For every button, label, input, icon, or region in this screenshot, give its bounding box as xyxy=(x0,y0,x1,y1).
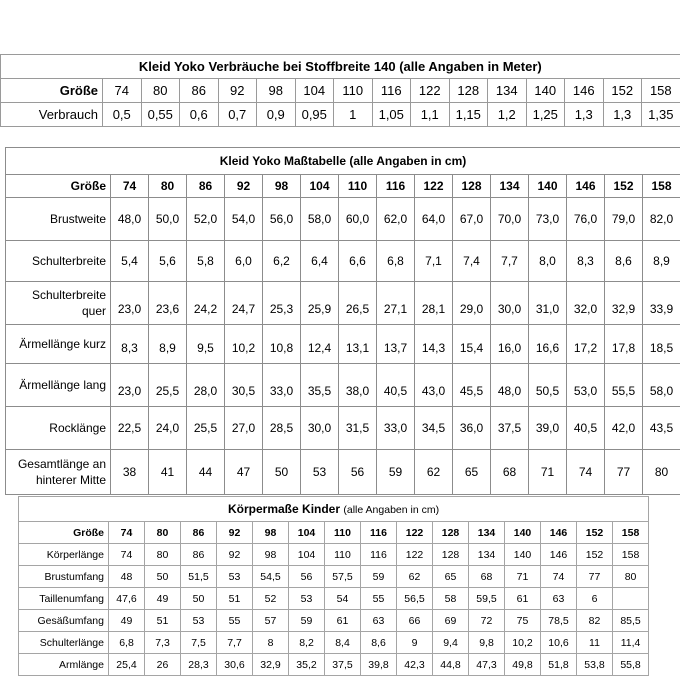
value-cell: 5,4 xyxy=(111,241,149,282)
size-cell: 74 xyxy=(103,79,142,103)
value-cell: 63 xyxy=(541,588,577,610)
value-cell: 31,5 xyxy=(339,407,377,450)
value-cell: 50 xyxy=(145,566,181,588)
value-cell: 11 xyxy=(577,632,613,654)
size-cell: 122 xyxy=(415,175,453,198)
value-cell: 24,0 xyxy=(149,407,187,450)
body-table-title xyxy=(19,497,649,522)
value-cell: 49,8 xyxy=(505,654,541,676)
value-cell: 35,2 xyxy=(289,654,325,676)
row-label: Schulterlänge xyxy=(19,632,109,654)
value-cell: 7,4 xyxy=(453,241,491,282)
value-cell: 13,7 xyxy=(377,325,415,364)
size-cell: 86 xyxy=(181,522,217,544)
size-cell: 146 xyxy=(567,175,605,198)
size-cell: 92 xyxy=(218,79,257,103)
row-label: Armlänge xyxy=(19,654,109,676)
value-cell: 58 xyxy=(433,588,469,610)
consumption-table-title: Kleid Yoko Verbräuche bei Stoffbreite 140 (alle Angaben in Meter) xyxy=(1,55,680,79)
value-cell: 50 xyxy=(181,588,217,610)
value-cell: 152 xyxy=(577,544,613,566)
measure-size-row xyxy=(6,175,680,198)
value-cell: 50,5 xyxy=(529,364,567,407)
value-cell: 15,4 xyxy=(453,325,491,364)
value-cell: 53,8 xyxy=(577,654,613,676)
value-cell: 1,05 xyxy=(372,103,411,127)
size-cell: 134 xyxy=(491,175,529,198)
value-cell: 33,0 xyxy=(377,407,415,450)
value-cell: 25,5 xyxy=(187,407,225,450)
value-cell: 7,3 xyxy=(145,632,181,654)
value-cell: 30,0 xyxy=(491,282,529,325)
value-cell: 54,0 xyxy=(225,198,263,241)
value-cell: 7,1 xyxy=(415,241,453,282)
value-cell: 52 xyxy=(253,588,289,610)
value-cell: 10,2 xyxy=(505,632,541,654)
value-cell: 72 xyxy=(469,610,505,632)
value-cell: 8,2 xyxy=(289,632,325,654)
size-cell: 140 xyxy=(526,79,565,103)
value-cell: 1,25 xyxy=(526,103,565,127)
value-cell: 6,4 xyxy=(301,241,339,282)
size-cell: 146 xyxy=(565,79,604,103)
value-cell: 42,3 xyxy=(397,654,433,676)
value-cell: 1,3 xyxy=(565,103,604,127)
value-cell: 39,0 xyxy=(529,407,567,450)
value-cell: 48 xyxy=(109,566,145,588)
value-cell: 122 xyxy=(397,544,433,566)
value-cell: 1,3 xyxy=(603,103,642,127)
value-cell: 30,0 xyxy=(301,407,339,450)
table-row xyxy=(19,566,649,588)
value-cell: 0,55 xyxy=(141,103,180,127)
value-cell: 80 xyxy=(613,566,649,588)
measure-table-title: Kleid Yoko Maßtabelle (alle Angaben in cm) xyxy=(6,148,680,175)
row-label: Schulterbreite xyxy=(6,241,111,282)
size-cell: 110 xyxy=(325,522,361,544)
value-cell: 70,0 xyxy=(491,198,529,241)
value-cell: 53 xyxy=(289,588,325,610)
value-cell: 74 xyxy=(541,566,577,588)
size-cell: 80 xyxy=(141,79,180,103)
value-cell: 28,3 xyxy=(181,654,217,676)
size-cell: 110 xyxy=(334,79,373,103)
value-cell: 79,0 xyxy=(605,198,643,241)
value-cell: 68 xyxy=(469,566,505,588)
value-cell: 85,5 xyxy=(613,610,649,632)
value-cell: 53,0 xyxy=(567,364,605,407)
value-cell: 80 xyxy=(145,544,181,566)
size-cell: 104 xyxy=(289,522,325,544)
value-cell: 48,0 xyxy=(491,364,529,407)
value-cell: 17,8 xyxy=(605,325,643,364)
size-cell: 86 xyxy=(180,79,219,103)
row-label: Ärmellänge lang xyxy=(6,364,111,407)
value-cell: 8,6 xyxy=(605,241,643,282)
size-cell: 110 xyxy=(339,175,377,198)
value-cell: 51,8 xyxy=(541,654,577,676)
row-label: Körperlänge xyxy=(19,544,109,566)
value-cell: 28,5 xyxy=(263,407,301,450)
table-row xyxy=(6,282,680,325)
size-cell: 104 xyxy=(301,175,339,198)
table-row xyxy=(6,407,680,450)
value-cell: 50 xyxy=(263,450,301,495)
value-cell: 77 xyxy=(605,450,643,495)
value-cell: 8,0 xyxy=(529,241,567,282)
value-cell: 38 xyxy=(111,450,149,495)
value-cell: 74 xyxy=(567,450,605,495)
value-cell: 32,9 xyxy=(605,282,643,325)
value-cell: 27,1 xyxy=(377,282,415,325)
value-cell: 26,5 xyxy=(339,282,377,325)
value-cell: 44 xyxy=(187,450,225,495)
consumption-table xyxy=(0,54,680,127)
value-cell: 62 xyxy=(415,450,453,495)
table-row xyxy=(19,588,649,610)
value-cell: 110 xyxy=(325,544,361,566)
value-cell: 43,0 xyxy=(415,364,453,407)
value-cell: 66 xyxy=(397,610,433,632)
value-cell: 8 xyxy=(253,632,289,654)
value-cell: 57,5 xyxy=(325,566,361,588)
value-cell: 25,3 xyxy=(263,282,301,325)
table-row xyxy=(19,654,649,676)
size-label: Größe xyxy=(1,79,103,103)
value-cell xyxy=(613,588,649,610)
value-cell: 104 xyxy=(289,544,325,566)
value-cell: 36,0 xyxy=(453,407,491,450)
size-cell: 158 xyxy=(613,522,649,544)
value-cell: 9,5 xyxy=(187,325,225,364)
value-cell: 37,5 xyxy=(325,654,361,676)
size-cell: 116 xyxy=(372,79,411,103)
value-cell: 45,5 xyxy=(453,364,491,407)
value-cell: 59,5 xyxy=(469,588,505,610)
size-cell: 116 xyxy=(361,522,397,544)
value-cell: 1,2 xyxy=(488,103,527,127)
value-cell: 61 xyxy=(505,588,541,610)
consumption-row-label: Verbrauch xyxy=(1,103,103,127)
size-cell: 152 xyxy=(603,79,642,103)
consumption-value-row xyxy=(1,103,680,127)
value-cell: 40,5 xyxy=(567,407,605,450)
value-cell: 14,3 xyxy=(415,325,453,364)
value-cell: 8,3 xyxy=(111,325,149,364)
size-cell: 140 xyxy=(529,175,567,198)
value-cell: 146 xyxy=(541,544,577,566)
table-row xyxy=(6,450,680,495)
table-row xyxy=(6,198,680,241)
value-cell: 8,9 xyxy=(643,241,680,282)
value-cell: 42,0 xyxy=(605,407,643,450)
size-cell: 122 xyxy=(411,79,450,103)
value-cell: 77 xyxy=(577,566,613,588)
value-cell: 6 xyxy=(577,588,613,610)
value-cell: 55,5 xyxy=(605,364,643,407)
value-cell: 5,6 xyxy=(149,241,187,282)
size-cell: 74 xyxy=(111,175,149,198)
size-cell: 98 xyxy=(257,79,296,103)
value-cell: 86 xyxy=(181,544,217,566)
value-cell: 18,5 xyxy=(643,325,680,364)
value-cell: 38,0 xyxy=(339,364,377,407)
value-cell: 68 xyxy=(491,450,529,495)
value-cell: 65 xyxy=(453,450,491,495)
value-cell: 26 xyxy=(145,654,181,676)
value-cell: 9,4 xyxy=(433,632,469,654)
value-cell: 69 xyxy=(433,610,469,632)
value-cell: 23,6 xyxy=(149,282,187,325)
value-cell: 48,0 xyxy=(111,198,149,241)
size-cell: 152 xyxy=(577,522,613,544)
size-cell: 116 xyxy=(377,175,415,198)
value-cell: 73,0 xyxy=(529,198,567,241)
value-cell: 98 xyxy=(253,544,289,566)
value-cell: 22,5 xyxy=(111,407,149,450)
row-label: Ärmellänge kurz xyxy=(6,325,111,364)
value-cell: 61 xyxy=(325,610,361,632)
value-cell: 56,5 xyxy=(397,588,433,610)
value-cell: 55 xyxy=(217,610,253,632)
value-cell: 39,8 xyxy=(361,654,397,676)
size-cell: 128 xyxy=(453,175,491,198)
value-cell: 37,5 xyxy=(491,407,529,450)
value-cell: 59 xyxy=(361,566,397,588)
row-label: Gesamtlänge an hinterer Mitte xyxy=(6,450,111,495)
value-cell: 33,0 xyxy=(263,364,301,407)
value-cell: 92 xyxy=(217,544,253,566)
value-cell: 0,6 xyxy=(180,103,219,127)
table-row xyxy=(19,610,649,632)
value-cell: 55 xyxy=(361,588,397,610)
table-row xyxy=(6,364,680,407)
value-cell: 0,9 xyxy=(257,103,296,127)
value-cell: 0,5 xyxy=(103,103,142,127)
value-cell: 9 xyxy=(397,632,433,654)
body-table-title-sub: (alle Angaben in cm) xyxy=(343,504,440,516)
size-cell: 98 xyxy=(253,522,289,544)
value-cell: 29,0 xyxy=(453,282,491,325)
value-cell: 10,8 xyxy=(263,325,301,364)
value-cell: 65 xyxy=(433,566,469,588)
body-table-title-main: Körpermaße Kinder xyxy=(228,502,341,516)
value-cell: 35,5 xyxy=(301,364,339,407)
value-cell: 24,2 xyxy=(187,282,225,325)
value-cell: 8,3 xyxy=(567,241,605,282)
value-cell: 31,0 xyxy=(529,282,567,325)
value-cell: 51 xyxy=(217,588,253,610)
value-cell: 76,0 xyxy=(567,198,605,241)
value-cell: 64,0 xyxy=(415,198,453,241)
size-cell: 134 xyxy=(488,79,527,103)
value-cell: 140 xyxy=(505,544,541,566)
value-cell: 62 xyxy=(397,566,433,588)
value-cell: 1,35 xyxy=(642,103,680,127)
value-cell: 47,6 xyxy=(109,588,145,610)
value-cell: 82 xyxy=(577,610,613,632)
value-cell: 71 xyxy=(505,566,541,588)
value-cell: 80 xyxy=(643,450,680,495)
value-cell: 44,8 xyxy=(433,654,469,676)
value-cell: 43,5 xyxy=(643,407,680,450)
size-label: Größe xyxy=(6,175,111,198)
value-cell: 134 xyxy=(469,544,505,566)
size-cell: 128 xyxy=(433,522,469,544)
value-cell: 50,0 xyxy=(149,198,187,241)
row-label: Gesäßumfang xyxy=(19,610,109,632)
table-row xyxy=(19,632,649,654)
value-cell: 7,7 xyxy=(217,632,253,654)
value-cell: 56 xyxy=(289,566,325,588)
value-cell: 32,0 xyxy=(567,282,605,325)
value-cell: 13,1 xyxy=(339,325,377,364)
size-cell: 146 xyxy=(541,522,577,544)
size-cell: 104 xyxy=(295,79,334,103)
value-cell: 1,15 xyxy=(449,103,488,127)
value-cell: 6,8 xyxy=(377,241,415,282)
value-cell: 25,5 xyxy=(149,364,187,407)
value-cell: 1 xyxy=(334,103,373,127)
value-cell: 49 xyxy=(145,588,181,610)
row-label: Schulterbreite quer xyxy=(6,282,111,325)
value-cell: 57 xyxy=(253,610,289,632)
value-cell: 17,2 xyxy=(567,325,605,364)
value-cell: 58,0 xyxy=(643,364,680,407)
value-cell: 5,8 xyxy=(187,241,225,282)
value-cell: 9,8 xyxy=(469,632,505,654)
size-cell: 86 xyxy=(187,175,225,198)
value-cell: 6,2 xyxy=(263,241,301,282)
row-label: Brustweite xyxy=(6,198,111,241)
value-cell: 8,9 xyxy=(149,325,187,364)
size-cell: 74 xyxy=(109,522,145,544)
table-row xyxy=(19,544,649,566)
size-cell: 92 xyxy=(217,522,253,544)
value-cell: 28,0 xyxy=(187,364,225,407)
table-row xyxy=(6,241,680,282)
measure-table xyxy=(5,147,680,495)
body-table xyxy=(18,496,649,676)
value-cell: 25,4 xyxy=(109,654,145,676)
value-cell: 47,3 xyxy=(469,654,505,676)
value-cell: 7,7 xyxy=(491,241,529,282)
row-label: Taillenumfang xyxy=(19,588,109,610)
value-cell: 51,5 xyxy=(181,566,217,588)
value-cell: 49 xyxy=(109,610,145,632)
value-cell: 41 xyxy=(149,450,187,495)
value-cell: 128 xyxy=(433,544,469,566)
value-cell: 6,8 xyxy=(109,632,145,654)
value-cell: 82,0 xyxy=(643,198,680,241)
size-cell: 158 xyxy=(643,175,680,198)
value-cell: 32,9 xyxy=(253,654,289,676)
value-cell: 30,5 xyxy=(225,364,263,407)
row-label: Rocklänge xyxy=(6,407,111,450)
value-cell: 54 xyxy=(325,588,361,610)
value-cell: 30,6 xyxy=(217,654,253,676)
value-cell: 52,0 xyxy=(187,198,225,241)
value-cell: 67,0 xyxy=(453,198,491,241)
value-cell: 12,4 xyxy=(301,325,339,364)
size-cell: 158 xyxy=(642,79,680,103)
value-cell: 51 xyxy=(145,610,181,632)
value-cell: 25,9 xyxy=(301,282,339,325)
value-cell: 40,5 xyxy=(377,364,415,407)
measure-table-body xyxy=(6,198,680,495)
value-cell: 60,0 xyxy=(339,198,377,241)
value-cell: 33,9 xyxy=(643,282,680,325)
size-cell: 80 xyxy=(145,522,181,544)
value-cell: 58,0 xyxy=(301,198,339,241)
table-row xyxy=(6,325,680,364)
value-cell: 55,8 xyxy=(613,654,649,676)
value-cell: 0,7 xyxy=(218,103,257,127)
value-cell: 8,6 xyxy=(361,632,397,654)
value-cell: 53 xyxy=(217,566,253,588)
value-cell: 11,4 xyxy=(613,632,649,654)
value-cell: 28,1 xyxy=(415,282,453,325)
value-cell: 56 xyxy=(339,450,377,495)
value-cell: 24,7 xyxy=(225,282,263,325)
value-cell: 1,1 xyxy=(411,103,450,127)
value-cell: 10,6 xyxy=(541,632,577,654)
value-cell: 53 xyxy=(181,610,217,632)
value-cell: 75 xyxy=(505,610,541,632)
value-cell: 78,5 xyxy=(541,610,577,632)
value-cell: 59 xyxy=(377,450,415,495)
value-cell: 23,0 xyxy=(111,282,149,325)
value-cell: 47 xyxy=(225,450,263,495)
value-cell: 53 xyxy=(301,450,339,495)
size-cell: 92 xyxy=(225,175,263,198)
size-cell: 128 xyxy=(449,79,488,103)
size-cell: 122 xyxy=(397,522,433,544)
value-cell: 62,0 xyxy=(377,198,415,241)
value-cell: 56,0 xyxy=(263,198,301,241)
value-cell: 63 xyxy=(361,610,397,632)
consumption-size-row xyxy=(1,79,680,103)
size-cell: 134 xyxy=(469,522,505,544)
value-cell: 10,2 xyxy=(225,325,263,364)
value-cell: 23,0 xyxy=(111,364,149,407)
value-cell: 6,0 xyxy=(225,241,263,282)
value-cell: 71 xyxy=(529,450,567,495)
size-cell: 80 xyxy=(149,175,187,198)
size-cell: 98 xyxy=(263,175,301,198)
value-cell: 74 xyxy=(109,544,145,566)
body-table-body xyxy=(19,544,649,676)
size-cell: 140 xyxy=(505,522,541,544)
body-size-row xyxy=(19,522,649,544)
value-cell: 59 xyxy=(289,610,325,632)
value-cell: 6,6 xyxy=(339,241,377,282)
size-label: Größe xyxy=(19,522,109,544)
value-cell: 7,5 xyxy=(181,632,217,654)
size-cell: 152 xyxy=(605,175,643,198)
row-label: Brustumfang xyxy=(19,566,109,588)
value-cell: 158 xyxy=(613,544,649,566)
value-cell: 27,0 xyxy=(225,407,263,450)
value-cell: 16,6 xyxy=(529,325,567,364)
value-cell: 54,5 xyxy=(253,566,289,588)
value-cell: 16,0 xyxy=(491,325,529,364)
value-cell: 8,4 xyxy=(325,632,361,654)
value-cell: 0,95 xyxy=(295,103,334,127)
value-cell: 34,5 xyxy=(415,407,453,450)
value-cell: 116 xyxy=(361,544,397,566)
